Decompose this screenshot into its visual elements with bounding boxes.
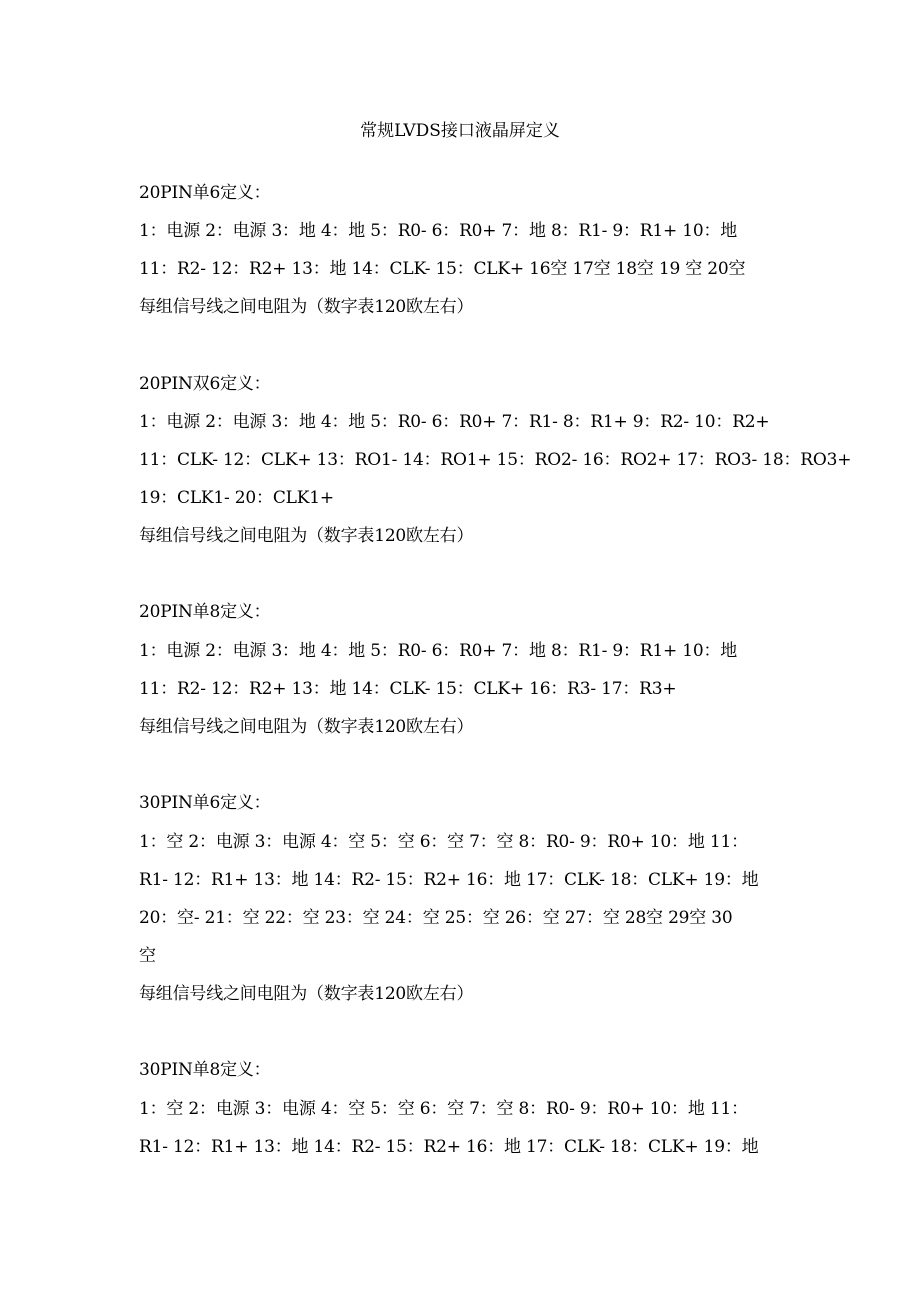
pin-definition-line: R1- 12：R1+ 13：地 14：R2- 15：R2+ 16：地 17：CLK- 18：CLK+ 19：地 bbox=[139, 870, 759, 890]
section-heading-20pin-single8: 20PIN单8定义： bbox=[139, 602, 271, 622]
pin-definition-line: 1：空 2：电源 3：电源 4：空 5：空 6：空 7：空 8：R0- 9：R0+ 10：地 11： bbox=[139, 832, 748, 852]
pin-definition-line: 1：电源 2：电源 3：地 4：地 5：R0- 6：R0+ 7：地 8：R1- 9：R1+ 10：地 bbox=[139, 641, 738, 661]
resistance-note: 每组信号线之间电阻为（数字表120欧左右） bbox=[139, 717, 474, 737]
pin-definition-line: 11：R2- 12：R2+ 13：地 14：CLK- 15：CLK+ 16：R3- 17：R3+ bbox=[139, 679, 677, 699]
pin-definition-line: 1：电源 2：电源 3：地 4：地 5：R0- 6：R0+ 7：地 8：R1- 9：R1+ 10：地 bbox=[139, 221, 738, 241]
pin-definition-line: 空 bbox=[139, 946, 156, 966]
pin-definition-line: 11：R2- 12：R2+ 13：地 14：CLK- 15：CLK+ 16空 17空 18空 19 空 20空 bbox=[139, 259, 746, 279]
pin-definition-line: 1：电源 2：电源 3：地 4：地 5：R0- 6：R0+ 7：R1- 8：R1+ 9：R2- 10：R2+ bbox=[139, 412, 770, 432]
pin-definition-line: 1：空 2：电源 3：电源 4：空 5：空 6：空 7：空 8：R0- 9：R0+ 10：地 11： bbox=[139, 1099, 748, 1119]
section-heading-20pin-single6: 20PIN单6定义： bbox=[139, 183, 271, 203]
resistance-note: 每组信号线之间电阻为（数字表120欧左右） bbox=[139, 297, 474, 317]
pin-definition-line: R1- 12：R1+ 13：地 14：R2- 15：R2+ 16：地 17：CLK- 18：CLK+ 19：地 bbox=[139, 1137, 759, 1157]
section-heading-30pin-single6: 30PIN单6定义： bbox=[139, 793, 271, 813]
pin-definition-line: 19：CLK1- 20：CLK1+ bbox=[139, 488, 334, 508]
pin-definition-line: 20：空- 21：空 22：空 23：空 24：空 25：空 26：空 27：空 28空 29空 30 bbox=[139, 908, 733, 928]
section-heading-30pin-single8: 30PIN单8定义： bbox=[139, 1060, 271, 1080]
resistance-note: 每组信号线之间电阻为（数字表120欧左右） bbox=[139, 526, 474, 546]
pin-definition-line: 11：CLK- 12：CLK+ 13：RO1- 14：RO1+ 15：RO2- 16：RO2+ 17：RO3- 18：RO3+ bbox=[139, 450, 852, 470]
section-heading-20pin-dual6: 20PIN双6定义： bbox=[139, 374, 271, 394]
resistance-note: 每组信号线之间电阻为（数字表120欧左右） bbox=[139, 984, 474, 1004]
document-title: 常规LVDS接口液晶屏定义 bbox=[360, 121, 560, 141]
